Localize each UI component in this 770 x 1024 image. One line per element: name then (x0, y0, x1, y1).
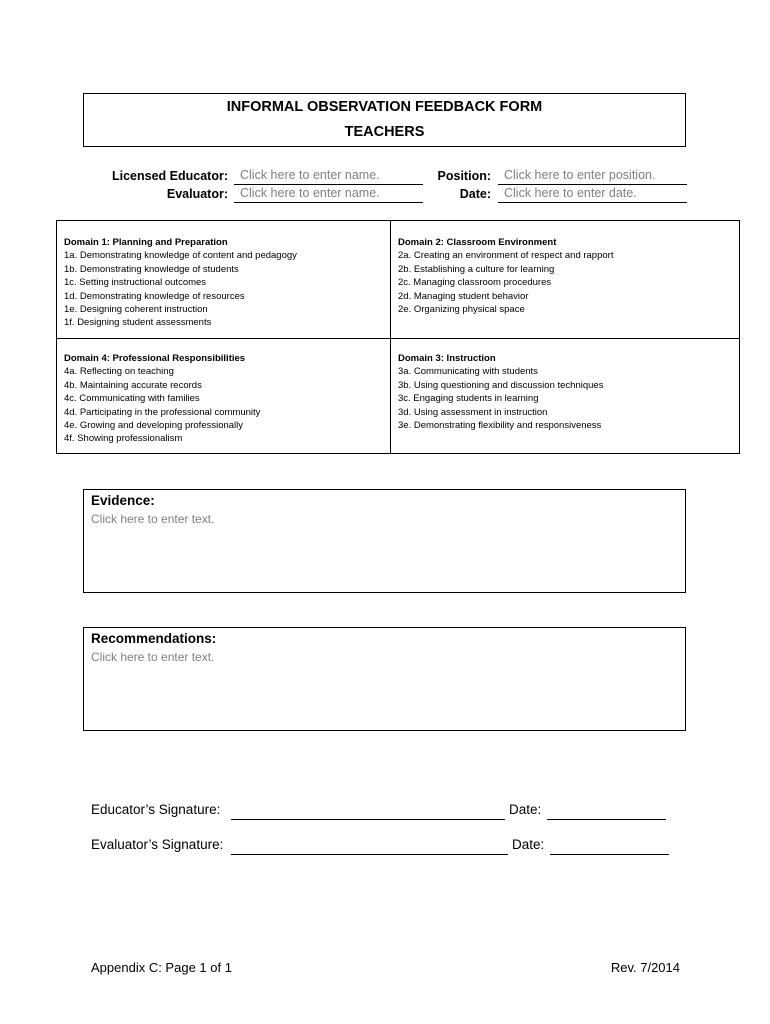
domain-item: 3d. Using assessment in instruction (398, 406, 548, 418)
domain-item: 1e. Designing coherent instruction (64, 304, 208, 316)
revision-label: Rev. 7/2014 (610, 960, 680, 975)
domain-1-list (64, 249, 297, 329)
domain-item: 3a. Communicating with students (398, 366, 538, 378)
domain-item: 1d. Demonstrating knowledge of resources (64, 290, 245, 302)
licensed-educator-label: Licensed Educator: (112, 169, 228, 183)
domain-item: 4e. Growing and developing professionally (64, 420, 244, 432)
domain-item: 1a. Demonstrating knowledge of content and pedagogy (64, 250, 297, 262)
domain-table (56, 220, 740, 454)
form-title: INFORMAL OBSERVATION FEEDBACK FORM (226, 99, 543, 115)
domain-item: 1c. Setting instructional outcomes (64, 277, 207, 289)
domain-4-cell (64, 352, 260, 446)
domain-item: 2d. Managing student behavior (398, 290, 529, 302)
domain-3-list (398, 365, 603, 432)
domain-item: 4b. Maintaining accurate records (64, 379, 202, 391)
educator-signature-line[interactable] (231, 818, 505, 820)
domain-item: 1f. Designing student assessments (64, 317, 212, 329)
domain-1-cell (64, 236, 297, 330)
page-footer-label: Appendix C: Page 1 of 1 (91, 960, 232, 975)
domain-item: 2c. Managing classroom procedures (398, 277, 552, 289)
evidence-box (83, 489, 686, 593)
position-field[interactable]: Click here to enter position. (498, 168, 687, 185)
licensed-educator-field[interactable]: Click here to enter name. (234, 168, 423, 185)
evaluator-label: Evaluator: (166, 187, 228, 201)
domain-item: 3c. Engaging students in learning (398, 393, 539, 405)
evaluator-signature-label: Evaluator’s Signature: (91, 837, 224, 852)
evaluator-field[interactable]: Click here to enter name. (234, 186, 423, 203)
table-divider-horizontal (57, 338, 739, 339)
domain-2-cell (398, 236, 613, 316)
domain-item: 4d. Participating in the professional community (64, 406, 261, 418)
date-field[interactable]: Click here to enter date. (498, 186, 687, 203)
evaluator-date-label: Date: (512, 837, 545, 852)
domain-3-title: Domain 3: Instruction (398, 353, 496, 364)
recommendations-box (83, 627, 686, 731)
domain-item: 4c. Communicating with families (64, 393, 200, 405)
domain-4-title: Domain 4: Professional Responsibilities (64, 353, 246, 364)
domain-1-title: Domain 1: Planning and Preparation (64, 237, 228, 248)
domain-item: 1b. Demonstrating knowledge of students (64, 263, 239, 275)
form-subtitle: TEACHERS (344, 124, 425, 140)
recommendations-label: Recommendations: (91, 631, 217, 646)
recommendations-text-field[interactable]: Click here to enter text. (91, 650, 215, 664)
domain-3-cell (398, 352, 603, 432)
position-label: Position: (437, 169, 491, 183)
domain-4-list (64, 365, 260, 445)
evidence-label: Evidence: (91, 493, 155, 508)
domain-2-list (398, 249, 613, 316)
form-title-box (83, 93, 686, 147)
domain-item: 4f. Showing professionalism (64, 433, 183, 445)
domain-item: 2b. Establishing a culture for learning (398, 263, 555, 275)
domain-item: 2a. Creating an environment of respect and rapport (398, 250, 614, 262)
evidence-text-field[interactable]: Click here to enter text. (91, 512, 215, 526)
evaluator-date-line[interactable] (550, 853, 669, 855)
domain-item: 3b. Using questioning and discussion techniques (398, 379, 604, 391)
educator-date-label: Date: (509, 802, 542, 817)
educator-date-line[interactable] (547, 818, 666, 820)
domain-item: 2e. Organizing physical space (398, 304, 525, 316)
table-divider-vertical (390, 221, 391, 453)
educator-signature-label: Educator’s Signature: (91, 802, 221, 817)
evaluator-signature-line[interactable] (231, 853, 508, 855)
date-label: Date: (459, 187, 491, 201)
domain-item: 4a. Reflecting on teaching (64, 366, 174, 378)
domain-2-title: Domain 2: Classroom Environment (398, 237, 557, 248)
domain-item: 3e. Demonstrating flexibility and responsiveness (398, 420, 602, 432)
